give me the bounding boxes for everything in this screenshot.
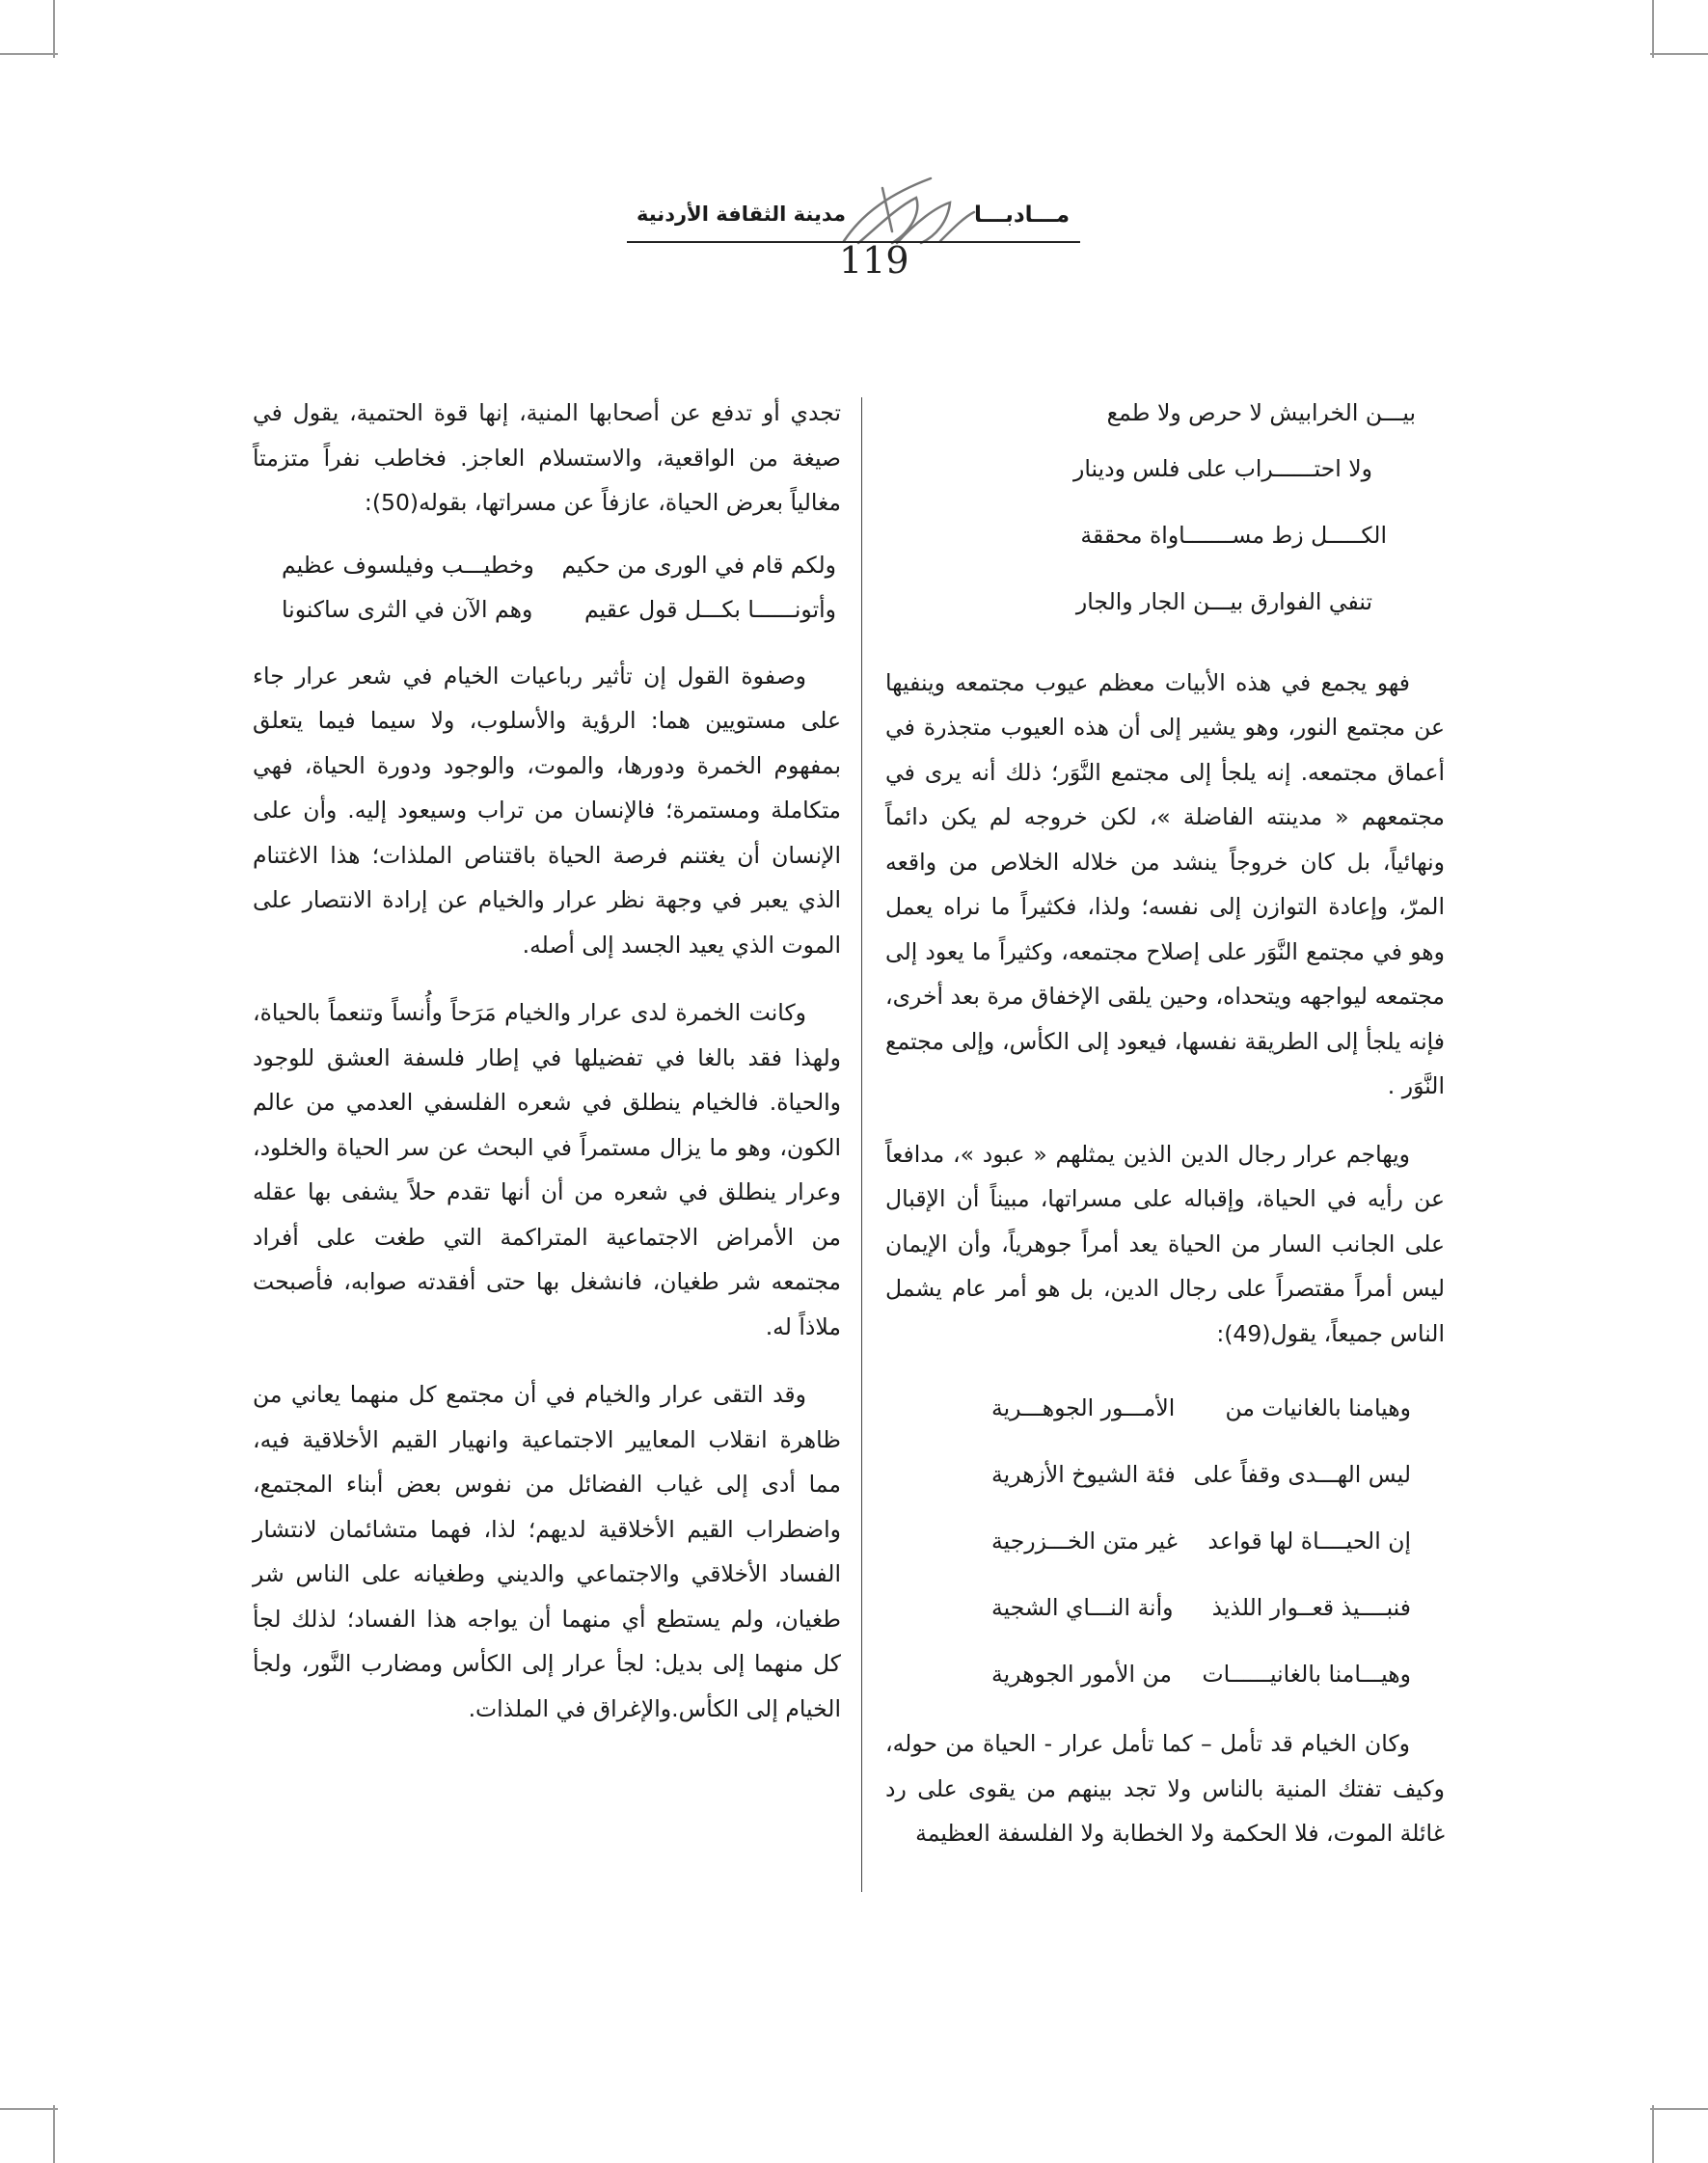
crop-mark [1652,2105,1654,2163]
verse-line: بيـــن الخرابيش لا حرص ولا طمع [1106,399,1416,426]
header-place: مـــادبـــا [974,203,1071,228]
crop-mark [1650,2108,1708,2110]
column-divider [861,397,862,1892]
poem-couplet [991,1375,1411,1442]
hemistich-first: وأتونــــــا بكـــل قول عقيم [583,596,836,623]
crop-mark [53,0,55,58]
paragraph: وقد التقى عرار والخيام في أن مجتمع كل منهما يعاني من ظاهرة انقلاب المعايير الاجتماعية وانهيار القيم الأخلاقية فيه، مما أدى إلى غياب الفضائل من نفوس بعض أبناء المجتمع، واضطراب القيم الأخلاقية لديهم؛ لذا، فهما متشائمان لانتشار الفساد الأخلاقي والاجتماعي والديني وطغيانه على الناس شر طغيان، ولم يستطع أي منهما أن يواجه هذا الفساد؛ لذلك لجأ كل منهما إلى بديل: لجأ عرار إلى الكأس ومضارب النَّور، ولجأ الخيام إلى الكأس.والإغراق في الملذات. [253,1381,841,1722]
poem-couplet [991,1641,1411,1708]
hemistich-second: فئة الشيوخ الأزهرية [991,1461,1176,1489]
left-column [253,391,841,1731]
paragraph: فهو يجمع في هذه الأبيات معظم عيوب مجتمعه وينفيها عن مجتمع النور، وهو يشير إلى أن هذه العيوب متجذرة في أعماق مجتمعه. إنه يلجأ إلى مجتمع النَّوَر؛ ذلك أنه يرى في مجتمعهم « مدينته الفاضلة »، لكن خروجه لم يكن دائماً ونهائياً، بل كان خروجاً ينشد من خلاله الخلاص من واقعه المرّ، وإعادة التوازن إلى نفسه؛ ولذا، فكثيراً ما نراه يعمل وهو في مجتمع النَّوَر على إصلاح مجتمعه، وكثيراً ما يعود إلى مجتمعه ليواجهه ويتحداه، وحين يلقى الإخفاق مرة بعد أخرى، فإنه يلجأ إلى الطريقة نفسها، فيعود إلى الكأس، وإلى مجتمع النَّوَر . [885,668,1445,1099]
hemistich-first: ولكم قام في الورى من حكيم [561,551,836,579]
poem-couplet [991,1442,1411,1508]
paragraph: وكان الخيام قد تأمل – كما تأمل عرار - الحياة من حوله، وكيف تفتك المنية بالناس ولا تجد بينهم من يقوى على رد غائلة الموت، فلا الحكمة ولا الخطابة ولا الفلسفة العظيمة [885,1730,1445,1847]
hemistich-first: وهيامنا بالغانيات من [1225,1394,1411,1422]
paragraph: وكانت الخمرة لدى عرار والخيام مَرَحاً وأُنساً وتنعماً بالحياة، ولهذا فقد بالغا في تفضيلها في إطار فلسفة العشق للوجود والحياة. فالخيام ينطلق في شعره الفلسفي العدمي من عالم الكون، وهو ما يزال مستمراً في البحث عن سر الحياة والخلود، وعرار ينطلق في شعره من أن أنها تقدم حلاً يشفى بها عقله من الأمراض الاجتماعية المتراكمة التي طغت على أفراد مجتمعه شر طغيان، فانشغل بها حتى أفقدته صوابه، فأصبحت ملاذاً له. [253,999,841,1340]
hemistich-first: فنبــــيذ قعــوار اللذيذ [1211,1594,1411,1622]
poem [885,1375,1445,1708]
hemistich-second: وهم الآن في الثرى ساكنونا [282,596,533,623]
right-column [885,391,1445,1856]
crop-mark [0,53,58,55]
poem-couplet [991,1575,1411,1641]
verse-line: الكـــــل زط مســـــــاواة محققة [1080,521,1387,549]
crop-mark [1652,0,1654,58]
hemistich-second: الأمـــور الجوهـــرية [991,1394,1176,1422]
poem-couplet [991,1508,1411,1575]
hemistich-second: وأنة النـــاي الشجية [991,1594,1174,1622]
hemistich-second: وخطيـــب وفيلسوف عظيم [282,551,534,579]
poem [253,543,841,633]
poem-couplet [282,543,836,588]
hemistich-second: غير متن الخـــزرجية [991,1528,1178,1555]
hemistich-first: وهيـــامنا بالغانيــــــات [1202,1661,1411,1689]
page-number: 119 [839,239,909,282]
paragraph: تجدي أو تدفع عن أصحابها المنية، إنها قوة الحتمية، يقول في صيغة من الواقعية، والاستسلام العاجز. فخاطب نفراً متزمتاً مغالياً بعرض الحياة، عازفاً عن مسراتها، بقوله(50): [253,399,841,516]
running-header [579,174,1119,289]
crop-mark [0,2108,58,2110]
hemistich-first: إن الحيــــاة لها قواعد [1207,1528,1411,1555]
verse-line: تنفي الفوارق بيـــن الجار والجار [1075,587,1372,615]
poem-couplet [282,587,836,633]
hemistich-first: ليس الهـــدى وقفاً على [1193,1461,1411,1489]
crop-mark [1650,53,1708,55]
paragraph: وصفوة القول إن تأثير رباعيات الخيام في شعر عرار جاء على مستويين هما: الرؤية والأسلوب، ولا سيما فيما يتعلق بمفهوم الخمرة ودورها، والموت، والوجود ودورة الحياة، فهي متكاملة ومستمرة؛ فالإنسان من تراب وسيعود إليه. وأن على الإنسان أن يغتنم فرصة الحياة باقتناص الملذات؛ هذا الاغتنام الذي يعبر في وجهة نظر عرار والخيام عن إرادة الانتصار على الموت الذي يعيد الجسد إلى أصله. [253,662,841,959]
paragraph: ويهاجم عرار رجال الدين الذين يمثلهم « عبود »، مدافعاً عن رأيه في الحياة، وإقباله على مسراتها، مبيناً أن الإقبال على الجانب السار من الحياة يعد أمراً جوهرياً، وأن الإيمان ليس أمراً مقتصراً على رجال الدين، بل هو أمر عام يشمل الناس جميعاً، يقول(49): [885,1140,1445,1347]
header-title: مدينة الثقافة الأردنية [637,203,846,226]
hemistich-second: من الأمور الجوهرية [991,1661,1172,1689]
verse-line: ولا احتــــــراب على فلس ودينار [1072,454,1372,482]
crop-mark [53,2105,55,2163]
